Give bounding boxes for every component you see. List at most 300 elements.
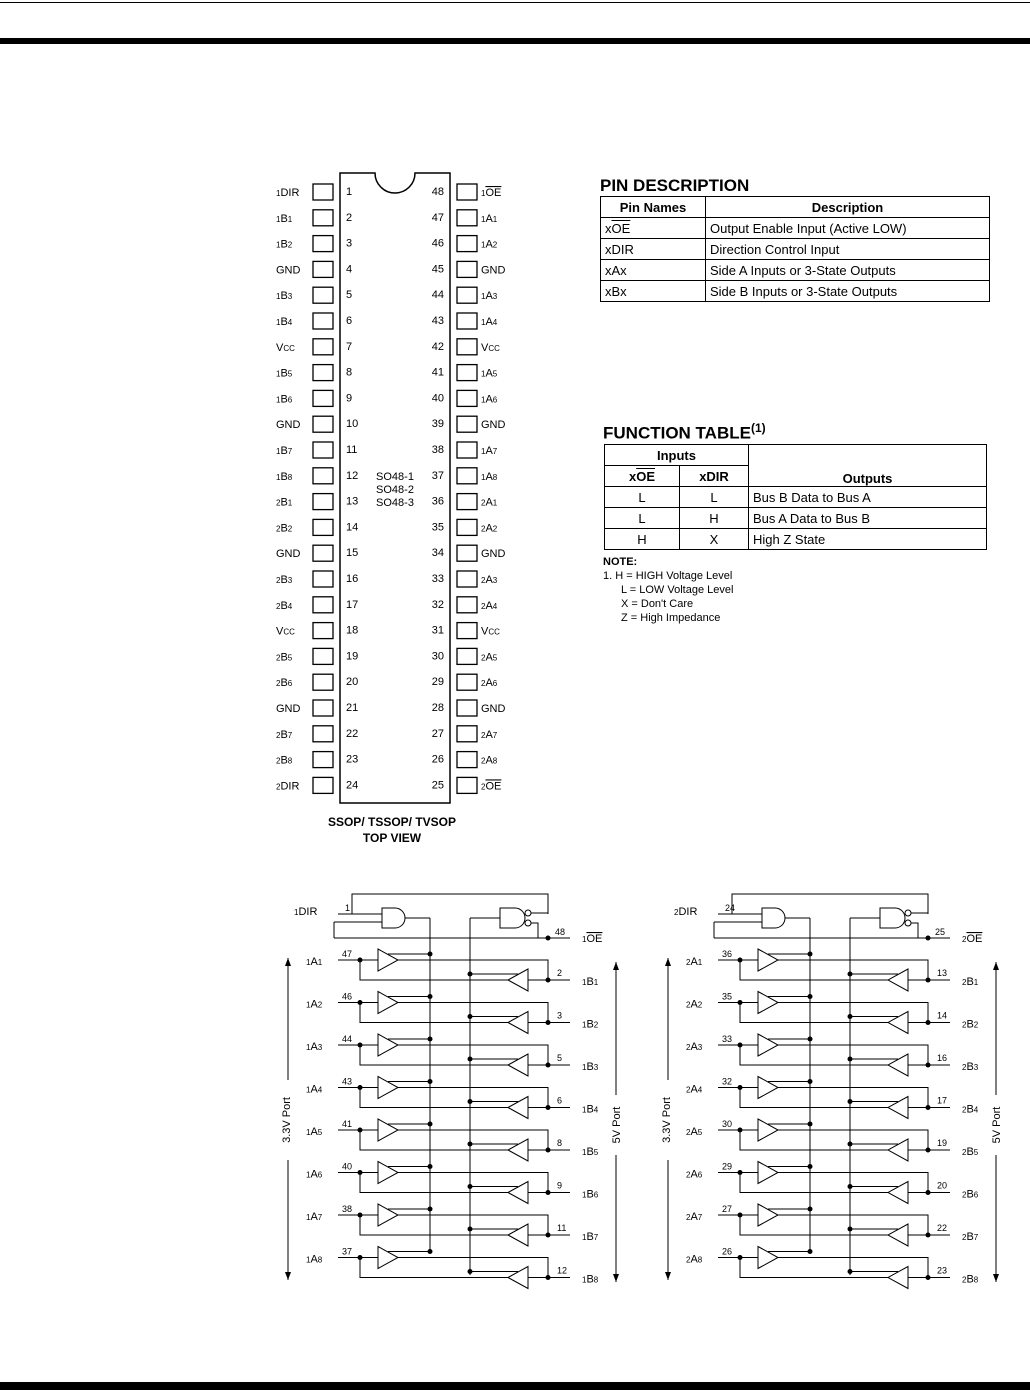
- a-pin-number: 33: [722, 1034, 733, 1044]
- pin-label: VCC: [276, 625, 295, 638]
- pin-number: 9: [346, 392, 353, 405]
- table-row: [605, 487, 987, 508]
- left-port-arrow-head: [285, 958, 291, 966]
- b-pin-label: 2B4: [962, 1103, 979, 1116]
- pin-label: GND: [481, 703, 506, 715]
- junction-dot: [808, 1122, 813, 1127]
- right-port-arrow-head: [993, 962, 999, 970]
- pin-box: [457, 313, 477, 329]
- pin-box: [457, 494, 477, 510]
- junction-dot: [848, 1227, 853, 1232]
- a-pin-number: 27: [722, 1204, 733, 1214]
- pin-box: [313, 545, 333, 561]
- pin-box: [313, 571, 333, 587]
- right-port-arrow-head: [993, 1274, 999, 1282]
- a-pin-label: 2A2: [686, 998, 703, 1011]
- pin-description-table: [600, 196, 990, 302]
- table-row: [601, 218, 990, 239]
- pin-label: 1B1: [276, 212, 293, 225]
- a-pin-number: 36: [722, 949, 733, 959]
- junction-dot: [926, 1020, 931, 1025]
- pin-label: VCC: [481, 625, 500, 638]
- a-pin-number: 30: [722, 1119, 733, 1129]
- junction-dot: [428, 1122, 433, 1127]
- pin-number: 37: [431, 469, 444, 482]
- wire: [360, 1173, 508, 1193]
- a-pin-label: 2A5: [686, 1126, 703, 1138]
- left-port-label: 3.3V Port: [281, 1097, 293, 1143]
- junction-dot: [926, 936, 931, 941]
- a-pin-number: 32: [722, 1076, 733, 1087]
- b-pin-number: 6: [557, 1095, 563, 1106]
- pin-label: VCC: [481, 341, 500, 354]
- wire: [740, 1088, 888, 1108]
- pin-number: 24: [346, 779, 359, 792]
- buffer-a-to-b-icon: [758, 949, 778, 971]
- pin-box: [457, 623, 477, 639]
- pin-number: 42: [431, 340, 444, 353]
- logic-diagram-bank-1: [270, 880, 640, 1310]
- pin-box: [457, 442, 477, 458]
- pin-box: [457, 210, 477, 226]
- header-inputs: Inputs: [605, 445, 749, 466]
- junction-dot: [546, 936, 551, 941]
- left-port-label: 3.3V Port: [661, 1097, 673, 1143]
- junction-dot: [428, 994, 433, 999]
- buffer-b-to-a-icon: [508, 1224, 528, 1246]
- junction-dot: [848, 1014, 853, 1019]
- pin-number: 18: [346, 624, 359, 637]
- a-pin-label: 1A2: [306, 998, 323, 1011]
- b-pin-label: 1B1: [582, 976, 599, 988]
- b-pin-label: 2B2: [962, 1018, 979, 1031]
- pin-box: [313, 468, 333, 484]
- b-pin-number: 22: [937, 1223, 948, 1233]
- junction-dot: [848, 1184, 853, 1189]
- b-pin-label: 1B4: [582, 1103, 599, 1116]
- buffer-a-to-b-icon: [758, 992, 778, 1014]
- b-pin-label: 2B6: [962, 1188, 979, 1201]
- pin-label: GND: [276, 703, 301, 715]
- pin-box: [457, 468, 477, 484]
- pin-label: 2B7: [276, 728, 293, 741]
- buffer-a-to-b-icon: [758, 1119, 778, 1141]
- pin-label: 1A5: [481, 367, 498, 380]
- junction-dot: [808, 1037, 813, 1042]
- junction-dot: [926, 1233, 931, 1238]
- pin-number: 22: [346, 727, 359, 740]
- buffer-b-to-a-icon: [888, 1182, 908, 1204]
- a-pin-label: 1A3: [306, 1041, 323, 1053]
- junction-dot: [428, 1037, 433, 1042]
- table-row: [605, 529, 987, 550]
- pin-label: 1B8: [276, 470, 293, 483]
- buffer-a-to-b-icon: [378, 1162, 398, 1184]
- pin-number: 31: [431, 624, 444, 637]
- pin-box: [457, 726, 477, 742]
- dir-loop-wire: [732, 894, 928, 914]
- buffer-a-to-b-icon: [758, 1204, 778, 1226]
- header-pin-names: Pin Names: [601, 197, 706, 218]
- b-pin-number: 17: [937, 1095, 948, 1106]
- junction-dot: [808, 994, 813, 999]
- dir-cell: H: [680, 508, 749, 529]
- package-caption: SSOP/ TSSOP/ TVSOP: [327, 815, 457, 829]
- junction-dot: [808, 1249, 813, 1254]
- wire: [360, 1258, 508, 1278]
- b-pin-label: 2B7: [962, 1231, 979, 1243]
- header-xdir: xDIR: [680, 466, 749, 487]
- right-port-arrow-head: [613, 1274, 619, 1282]
- pin-label: 1B4: [276, 316, 293, 328]
- oe-cell: L: [605, 487, 680, 508]
- pin-box: [313, 777, 333, 793]
- buffer-b-to-a-icon: [508, 1139, 528, 1161]
- junction-dot: [546, 978, 551, 983]
- junction-dot: [468, 1057, 473, 1062]
- b-pin-number: 8: [557, 1138, 563, 1148]
- header-description: Description: [706, 197, 990, 218]
- wire: [740, 1258, 888, 1278]
- b-pin-number: 9: [557, 1180, 563, 1191]
- a-pin-label: 1A7: [306, 1211, 323, 1223]
- pin-box: [457, 571, 477, 587]
- pin-label: 1B5: [276, 367, 293, 380]
- pin-label: 1A1: [481, 212, 498, 225]
- b-pin-label: 1B6: [582, 1188, 599, 1201]
- junction-dot: [926, 978, 931, 983]
- oe-label: 1OE: [582, 933, 603, 945]
- note-title: NOTE:: [603, 556, 638, 568]
- description-cell: Side A Inputs or 3-State Outputs: [706, 260, 990, 281]
- header-outputs: Outputs: [749, 445, 987, 487]
- pin-name-cell: xDIR: [601, 239, 706, 260]
- junction-dot: [468, 1269, 473, 1274]
- b-pin-number: 13: [937, 968, 948, 978]
- pin-box: [457, 236, 477, 252]
- buffer-b-to-a-icon: [508, 1267, 528, 1289]
- b-pin-number: 5: [557, 1053, 563, 1063]
- a-pin-label: 1A8: [306, 1253, 323, 1266]
- pin-label: 2A8: [481, 754, 498, 767]
- oe-pin-number: 25: [935, 927, 946, 937]
- right-port-arrow-head: [613, 962, 619, 970]
- pin-label: 2A2: [481, 522, 498, 535]
- wire: [360, 1215, 508, 1235]
- a-pin-label: 1A6: [306, 1168, 323, 1181]
- pin-box: [457, 597, 477, 613]
- inversion-bubble-icon: [905, 910, 911, 916]
- junction-dot: [546, 1063, 551, 1068]
- buffer-b-to-a-icon: [888, 1224, 908, 1246]
- a-pin-number: 46: [342, 991, 353, 1002]
- pin-label: 1B6: [276, 393, 293, 406]
- dir-pin-number: 1: [345, 903, 351, 913]
- pin-number: 12: [346, 469, 359, 482]
- pin-number: 11: [346, 444, 358, 456]
- buffer-a-to-b-icon: [378, 992, 398, 1014]
- junction-dot: [926, 1275, 931, 1280]
- pin-number: 14: [346, 521, 359, 534]
- a-pin-number: 37: [342, 1246, 353, 1257]
- pin-number: 13: [346, 495, 359, 508]
- pin-box: [313, 726, 333, 742]
- description-cell: Direction Control Input: [706, 239, 990, 260]
- pin-box: [313, 442, 333, 458]
- junction-dot: [808, 952, 813, 957]
- junction-dot: [468, 1227, 473, 1232]
- dir-pin-number: 24: [725, 903, 736, 913]
- junction-dot: [926, 1190, 931, 1195]
- pin-label: 2A5: [481, 651, 498, 664]
- a-pin-label: 1A1: [306, 956, 323, 968]
- pin-name-cell: xAx: [601, 260, 706, 281]
- note-line: 1. H = HIGH Voltage Level: [603, 570, 733, 582]
- oe-cell: L: [605, 508, 680, 529]
- pin-label: 1B2: [276, 238, 293, 251]
- junction-dot: [546, 1190, 551, 1195]
- pin-number: 43: [431, 315, 444, 327]
- buffer-a-to-b-icon: [378, 1034, 398, 1056]
- wire: [740, 1003, 888, 1023]
- pin-label: 1A2: [481, 238, 498, 251]
- junction-dot: [926, 1148, 931, 1153]
- junction-dot: [428, 1164, 433, 1169]
- left-port-arrow-head: [665, 958, 671, 966]
- wire: [740, 1215, 888, 1235]
- pin-number: 38: [431, 444, 444, 456]
- buffer-a-to-b-icon: [758, 1077, 778, 1099]
- pin-label: 2A7: [481, 728, 498, 741]
- a-pin-number: 41: [342, 1119, 353, 1129]
- pin-number: 47: [431, 211, 444, 224]
- oe-cell: H: [605, 529, 680, 550]
- pin-box: [457, 545, 477, 561]
- b-pin-label: 1B3: [582, 1061, 599, 1073]
- pin-label: 2A1: [481, 496, 498, 509]
- junction-dot: [808, 1079, 813, 1084]
- junction-dot: [926, 1063, 931, 1068]
- table-row: [605, 508, 987, 529]
- a-pin-label: 2A4: [686, 1083, 703, 1096]
- buffer-b-to-a-icon: [508, 1097, 528, 1119]
- note-line: Z = High Impedance: [621, 612, 721, 624]
- pin-box: [457, 700, 477, 716]
- pin-box: [313, 674, 333, 690]
- pin-number: 2: [346, 211, 353, 224]
- pin-number: 15: [346, 547, 359, 560]
- pin-box: [313, 700, 333, 716]
- pin-label: 1OE: [481, 187, 502, 199]
- a-pin-number: 43: [342, 1076, 353, 1087]
- top-thin-rule: [0, 2, 1030, 3]
- pin-box: [313, 339, 333, 355]
- buffer-b-to-a-icon: [508, 1054, 528, 1076]
- table-row: [601, 260, 990, 281]
- b-pin-label: 1B5: [582, 1146, 599, 1158]
- junction-dot: [926, 1105, 931, 1110]
- pin-number: 32: [431, 598, 444, 611]
- b-pin-label: 2B5: [962, 1146, 979, 1158]
- table-header-row: [605, 445, 987, 466]
- a-pin-label: 2A8: [686, 1253, 703, 1266]
- a-pin-label: 2A6: [686, 1168, 703, 1181]
- pin-number: 40: [431, 392, 444, 405]
- pin-label: 1A3: [481, 290, 498, 303]
- pin-label: GND: [481, 548, 506, 561]
- right-port-label: 5V Port: [991, 1106, 1003, 1144]
- junction-dot: [546, 1105, 551, 1110]
- table-header-row: [601, 197, 990, 218]
- note-line: X = Don't Care: [621, 598, 694, 610]
- note-line: L = LOW Voltage Level: [621, 584, 734, 596]
- and-gate-icon: [880, 908, 905, 928]
- pin-box: [313, 597, 333, 613]
- pin-label: 2A3: [481, 574, 498, 586]
- b-pin-number: 2: [557, 968, 563, 978]
- buffer-b-to-a-icon: [508, 969, 528, 991]
- pin-label: 1A6: [481, 393, 498, 406]
- a-pin-number: 47: [342, 949, 353, 959]
- header-xoe: $x\overline{OE}$: [605, 466, 680, 487]
- pin-box: [313, 287, 333, 303]
- b-pin-label: 1B7: [582, 1231, 599, 1243]
- b-pin-number: 19: [937, 1138, 948, 1148]
- buffer-a-to-b-icon: [378, 1204, 398, 1226]
- a-pin-label: 2A1: [686, 956, 703, 968]
- description-cell: Side B Inputs or 3-State Outputs: [706, 281, 990, 302]
- a-pin-label: 2A3: [686, 1041, 703, 1053]
- junction-dot: [428, 1249, 433, 1254]
- pin-label: GND: [276, 419, 301, 432]
- buffer-a-to-b-icon: [378, 1247, 398, 1269]
- junction-dot: [468, 1142, 473, 1147]
- and-gate-icon: [500, 908, 525, 928]
- table-row: [601, 281, 990, 302]
- wire: [531, 923, 538, 938]
- b-pin-label: 1B2: [582, 1018, 599, 1031]
- pin-box: [457, 184, 477, 200]
- wire: [740, 1130, 888, 1150]
- buffer-b-to-a-icon: [888, 1097, 908, 1119]
- buffer-a-to-b-icon: [378, 1119, 398, 1141]
- junction-dot: [546, 1148, 551, 1153]
- buffer-a-to-b-icon: [758, 1162, 778, 1184]
- pin-number: 29: [431, 676, 444, 689]
- right-port-label: 5V Port: [611, 1106, 623, 1144]
- junction-dot: [546, 1020, 551, 1025]
- b-pin-number: 12: [557, 1265, 568, 1276]
- pin-label: 2B5: [276, 651, 293, 664]
- junction-dot: [848, 1057, 853, 1062]
- pin-number: 36: [431, 495, 444, 508]
- pin-number: 34: [431, 547, 444, 560]
- pin-number: 7: [346, 340, 353, 353]
- buffer-b-to-a-icon: [888, 1054, 908, 1076]
- pin-label: GND: [276, 548, 301, 561]
- buffer-a-to-b-icon: [758, 1034, 778, 1056]
- junction-dot: [428, 952, 433, 957]
- dir-loop-wire: [352, 894, 548, 914]
- pin-box: [457, 287, 477, 303]
- pin-label: 2B6: [276, 677, 293, 690]
- pin-name-cell: xBx: [601, 281, 706, 302]
- a-pin-number: 38: [342, 1204, 353, 1214]
- pin-box: [313, 313, 333, 329]
- pin-number: 28: [431, 702, 444, 714]
- wire: [740, 1173, 888, 1193]
- wire: [360, 1088, 508, 1108]
- dir-cell: X: [680, 529, 749, 550]
- pin-number: 26: [431, 753, 444, 766]
- pin-box: [313, 184, 333, 200]
- a-pin-number: 35: [722, 991, 733, 1002]
- pin-number: 19: [346, 650, 359, 663]
- pin-label: 2B3: [276, 574, 293, 586]
- pin-label: 2B2: [276, 522, 293, 535]
- left-port-arrow-head: [285, 1272, 291, 1280]
- buffer-b-to-a-icon: [888, 1139, 908, 1161]
- pin-box: [457, 519, 477, 535]
- junction-dot: [808, 1164, 813, 1169]
- junction-dot: [546, 1275, 551, 1280]
- pin-label: 1DIR: [276, 187, 300, 199]
- and-gate-icon: [762, 908, 785, 928]
- pin-number: 25: [431, 779, 444, 792]
- junction-dot: [428, 1207, 433, 1212]
- b-pin-number: 11: [557, 1223, 567, 1233]
- pin-number: 17: [346, 598, 359, 611]
- buffer-a-to-b-icon: [378, 1077, 398, 1099]
- pin-number: 23: [346, 753, 359, 766]
- and-gate-icon: [382, 908, 405, 928]
- b-pin-number: 23: [937, 1265, 948, 1276]
- pin-label: 2DIR: [276, 780, 300, 793]
- buffer-a-to-b-icon: [758, 1247, 778, 1269]
- a-pin-number: 40: [342, 1161, 353, 1172]
- pin-number: 5: [346, 289, 353, 302]
- pin-label: 1A8: [481, 470, 498, 483]
- bottom-thick-rule: [0, 1382, 1030, 1390]
- junction-dot: [468, 1184, 473, 1189]
- wire: [360, 1003, 508, 1023]
- pin-box: [457, 674, 477, 690]
- pin-box: [313, 236, 333, 252]
- pin-box: [313, 494, 333, 510]
- pin-label: GND: [276, 264, 301, 277]
- buffer-a-to-b-icon: [378, 949, 398, 971]
- b-pin-number: 14: [937, 1010, 948, 1021]
- package-caption: TOP VIEW: [362, 831, 422, 845]
- pin-box: [457, 777, 477, 793]
- pin-name-cell: $x\overline{OE}$: [601, 218, 706, 239]
- dir-label: 2DIR: [674, 906, 698, 918]
- package-code: SO48-1: [376, 471, 414, 483]
- a-pin-label: 2A7: [686, 1211, 703, 1223]
- pin-number: 1: [346, 186, 353, 198]
- wire: [360, 1130, 508, 1150]
- pin-label: 2A4: [481, 599, 498, 612]
- pin-box: [457, 339, 477, 355]
- logic-diagram-bank-2: [650, 880, 1020, 1310]
- pin-number: 41: [431, 366, 444, 379]
- b-pin-label: 2B8: [962, 1273, 979, 1286]
- pin-box: [313, 261, 333, 277]
- pin-label: 2B4: [276, 599, 293, 612]
- pin-number: 33: [431, 573, 444, 585]
- inversion-bubble-icon: [525, 920, 531, 926]
- function-table: [604, 444, 987, 550]
